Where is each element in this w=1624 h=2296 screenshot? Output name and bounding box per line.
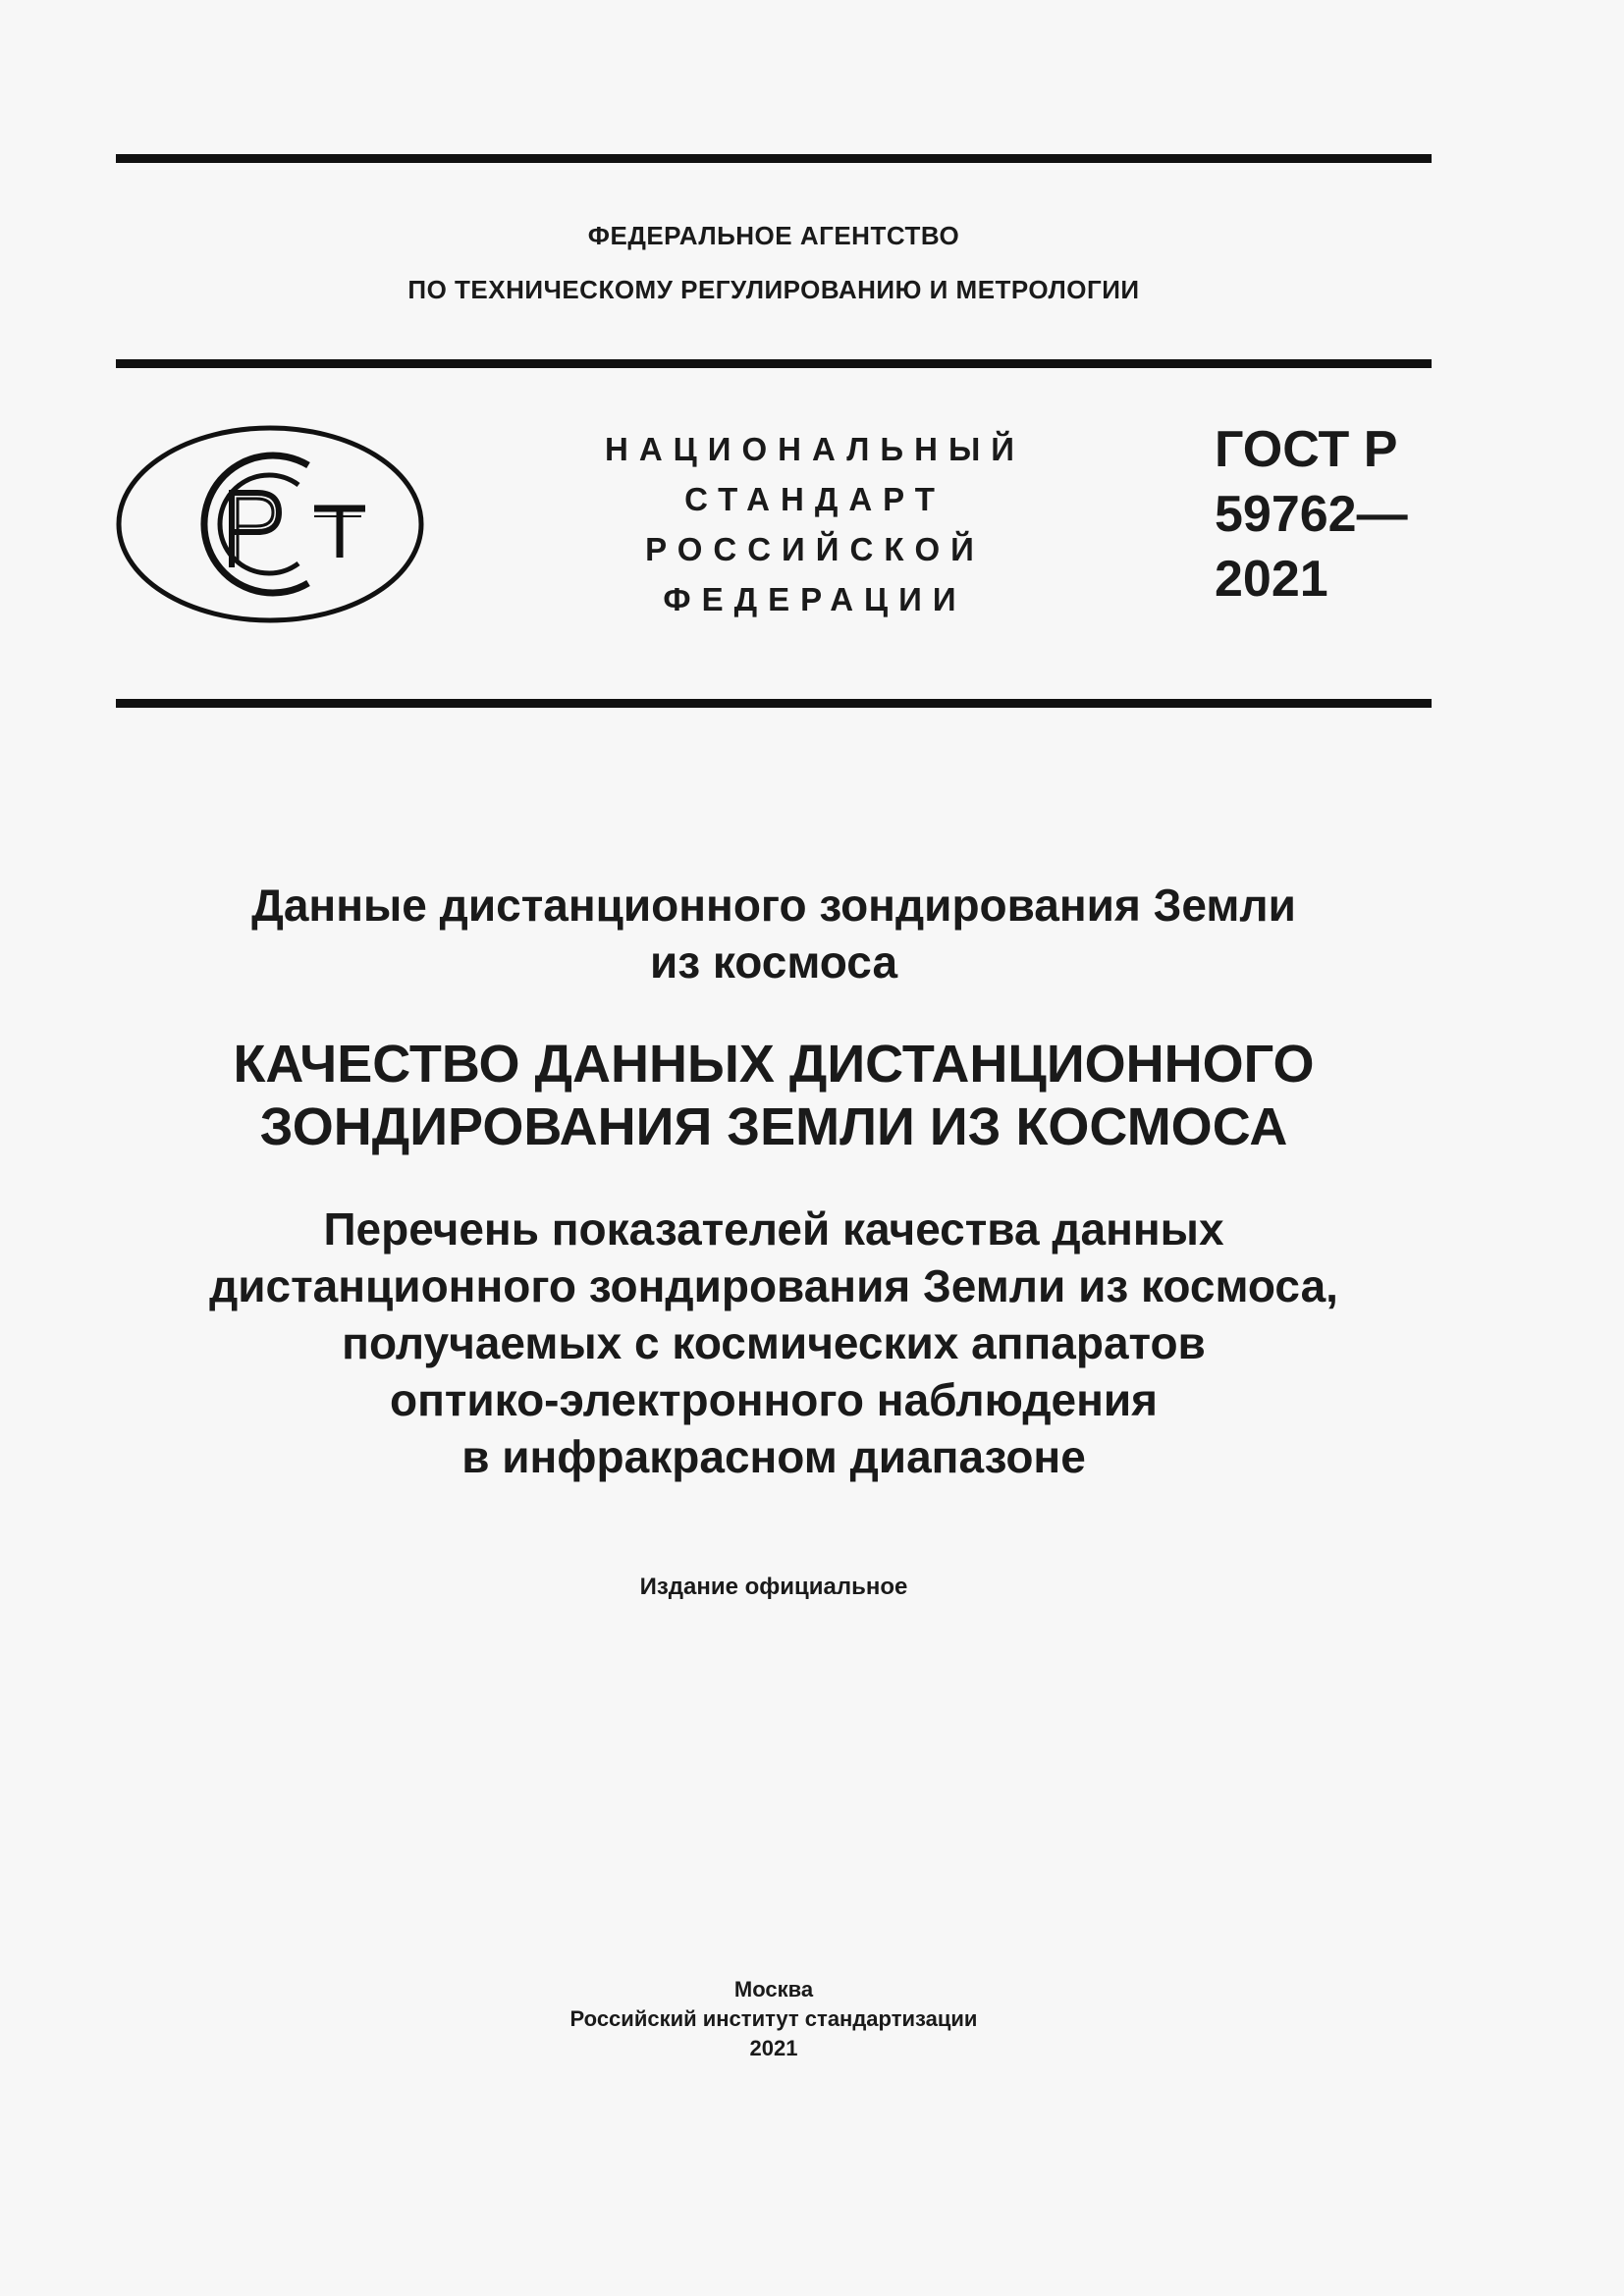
top-rule <box>116 154 1432 163</box>
bottom-rule <box>116 699 1432 708</box>
sub-title-line: дистанционного зондирования Земли из космоса, <box>209 1260 1338 1311</box>
designation-line-3: 2021 <box>1215 551 1328 608</box>
designation-line-1: ГОСТ Р <box>1215 421 1398 478</box>
sub-title-line: оптико-электронного наблюдения <box>389 1374 1159 1425</box>
national-line-1: НАЦИОНАЛЬНЫЙ <box>605 431 1025 467</box>
agency-line-2: ПО ТЕХНИЧЕСКОМУ РЕГУЛИРОВАНИЮ И МЕТРОЛОГИИ <box>407 275 1140 304</box>
national-line-4: ФЕДЕРАЦИИ <box>663 581 967 617</box>
general-title-line: из космоса <box>649 936 898 988</box>
main-title-line: ЗОНДИРОВАНИЯ ЗЕМЛИ ИЗ КОСМОСА <box>259 1097 1288 1156</box>
imprint-publisher: Российский институт стандартизации <box>569 2006 978 2031</box>
main-title-line: КАЧЕСТВО ДАННЫХ ДИСТАНЦИОННОГО <box>233 1035 1315 1094</box>
agency-line-1: ФЕДЕРАЛЬНОЕ АГЕНТСТВО <box>587 221 960 250</box>
rst-logo-icon <box>114 422 426 626</box>
national-line-2: СТАНДАРТ <box>684 481 946 517</box>
imprint <box>116 1975 1432 2063</box>
imprint-city: Москва <box>733 1977 814 2002</box>
general-title <box>116 877 1432 990</box>
national-standard-label <box>569 424 1060 624</box>
national-line-3: РОССИЙСКОЙ <box>645 531 985 567</box>
sub-title-line: Перечень показателей качества данных <box>323 1203 1224 1255</box>
general-title-line: Данные дистанционного зондирования Земли <box>251 880 1296 931</box>
designation-line-2: 59762— <box>1215 486 1408 543</box>
sub-title-line: получаемых с космических аппаратов <box>342 1317 1206 1368</box>
standard-designation <box>1215 417 1450 612</box>
imprint-year: 2021 <box>749 2036 798 2060</box>
sub-title-line: в инфракрасном диапазоне <box>461 1431 1086 1482</box>
middle-rule <box>116 359 1432 368</box>
edition-label: Издание официальное <box>639 1574 908 1600</box>
sub-title <box>116 1201 1432 1485</box>
main-title <box>116 1033 1432 1158</box>
